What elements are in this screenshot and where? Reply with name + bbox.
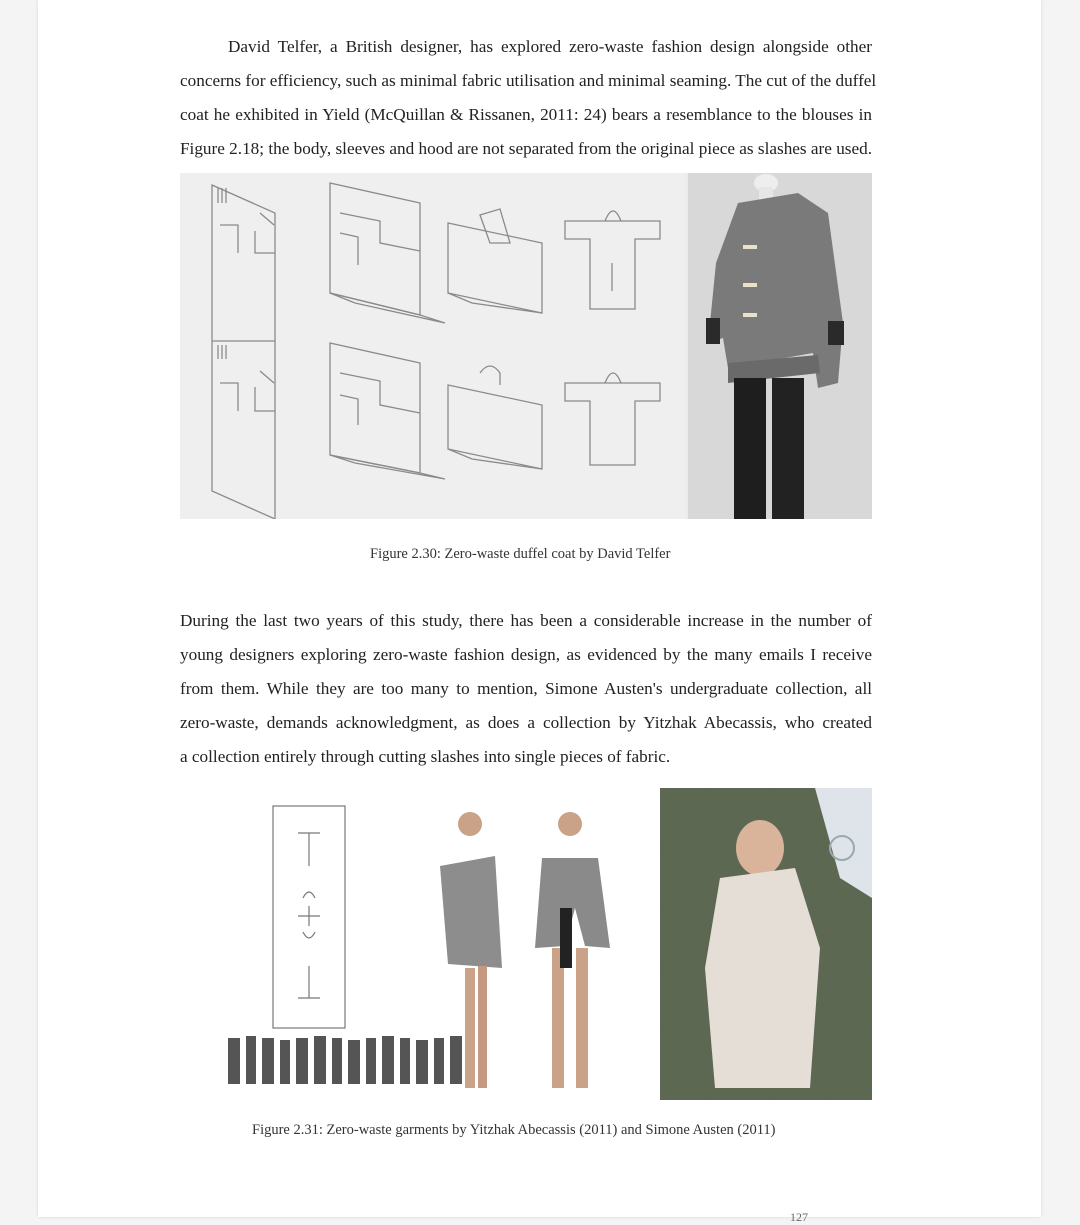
text-line: from them. While they are too many to mention, Simone Austen's undergraduate collection, all bbox=[180, 679, 872, 698]
text-line: Figure 2.18; the body, sleeves and hood are not separated from the original piece as slashes are used. bbox=[180, 139, 872, 158]
abecassis-garments-image bbox=[180, 788, 648, 1100]
text-line: coat he exhibited in Yield (McQuillan & Rissanen, 2011: 24) bears a resemblance to the blouses in bbox=[180, 105, 872, 124]
austen-coat-photo bbox=[660, 788, 872, 1100]
text-line: young designers exploring zero-waste fashion design, as evidenced by the many emails I receive bbox=[180, 645, 872, 664]
text-line: David Telfer, a British designer, has explored zero-waste fashion design alongside other bbox=[228, 37, 872, 56]
pattern-sketch-image bbox=[180, 173, 685, 519]
document-page bbox=[38, 0, 1041, 1224]
figure-caption: Figure 2.30: Zero-waste duffel coat by David Telfer bbox=[370, 546, 671, 562]
text-line: During the last two years of this study, there has been a considerable increase in the number of bbox=[180, 611, 872, 630]
paragraph-telfer bbox=[180, 30, 877, 166]
figure-zero-waste-garments bbox=[180, 788, 872, 1100]
figure-duffel-coat bbox=[180, 173, 872, 519]
figure-caption: Figure 2.31: Zero-waste garments by Yitzhak Abecassis (2011) and Simone Austen (2011) bbox=[252, 1122, 776, 1138]
duffel-coat-photo bbox=[688, 173, 872, 519]
text-line: zero-waste, demands acknowledgment, as does a collection by Yitzhak Abecassis, who created bbox=[180, 713, 872, 732]
text-line: concerns for efficiency, such as minimal fabric utilisation and minimal seaming. The cut of the duffel bbox=[180, 71, 877, 90]
text-line: a collection entirely through cutting slashes into single pieces of fabric. bbox=[180, 747, 671, 766]
paragraph-young-designers bbox=[180, 604, 872, 774]
page-number: 127 bbox=[790, 1210, 808, 1224]
